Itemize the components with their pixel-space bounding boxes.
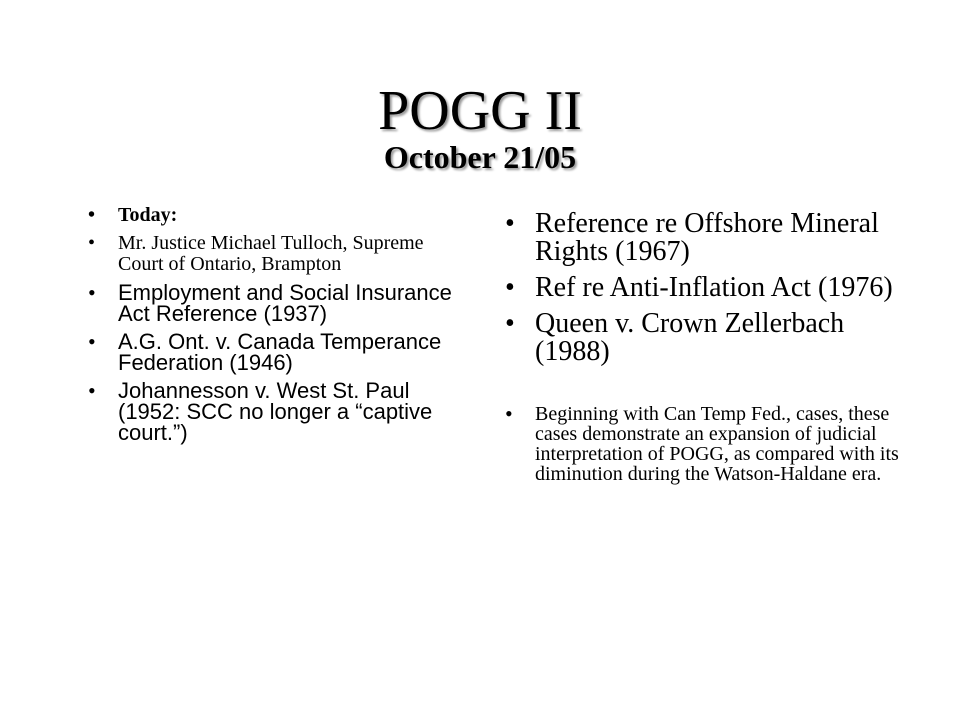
- title-block: [0, 80, 960, 175]
- left-bullet-employment-reference: • Employment and Social Insurance Act Reference (1937): [88, 282, 458, 324]
- right-bullet-offshore-mineral: • Reference re Offshore Mineral Rights (1967): [505, 210, 905, 266]
- left-bullet-temperance-federation: • A.G. Ont. v. Canada Temperance Federation (1946): [88, 331, 458, 373]
- left-bullet-today: • Today:: [88, 205, 458, 226]
- right-bullet-crown-zellerbach: • Queen v. Crown Zellerbach (1988): [505, 310, 905, 366]
- right-bullet-anti-inflation: • Ref re Anti-Inflation Act (1976): [505, 274, 905, 302]
- right-bullet-note: • Beginning with Can Temp Fed., cases, these cases demonstrate an expansion of judicial interpretation of POGG, as compared with its diminution during the Watson-Haldane era.: [505, 404, 905, 484]
- slide-title: POGG II: [378, 80, 582, 142]
- slide-subtitle: October 21/05: [383, 139, 577, 175]
- right-bullet-list: [505, 210, 905, 484]
- left-bullet-guest-speaker: • Mr. Justice Michael Tulloch, Supreme Court of Ontario, Brampton: [88, 233, 458, 275]
- left-bullet-list: [88, 205, 458, 450]
- left-bullet-johannesson: • Johannesson v. West St. Paul (1952: SCC no longer a “captive court.”): [88, 380, 458, 443]
